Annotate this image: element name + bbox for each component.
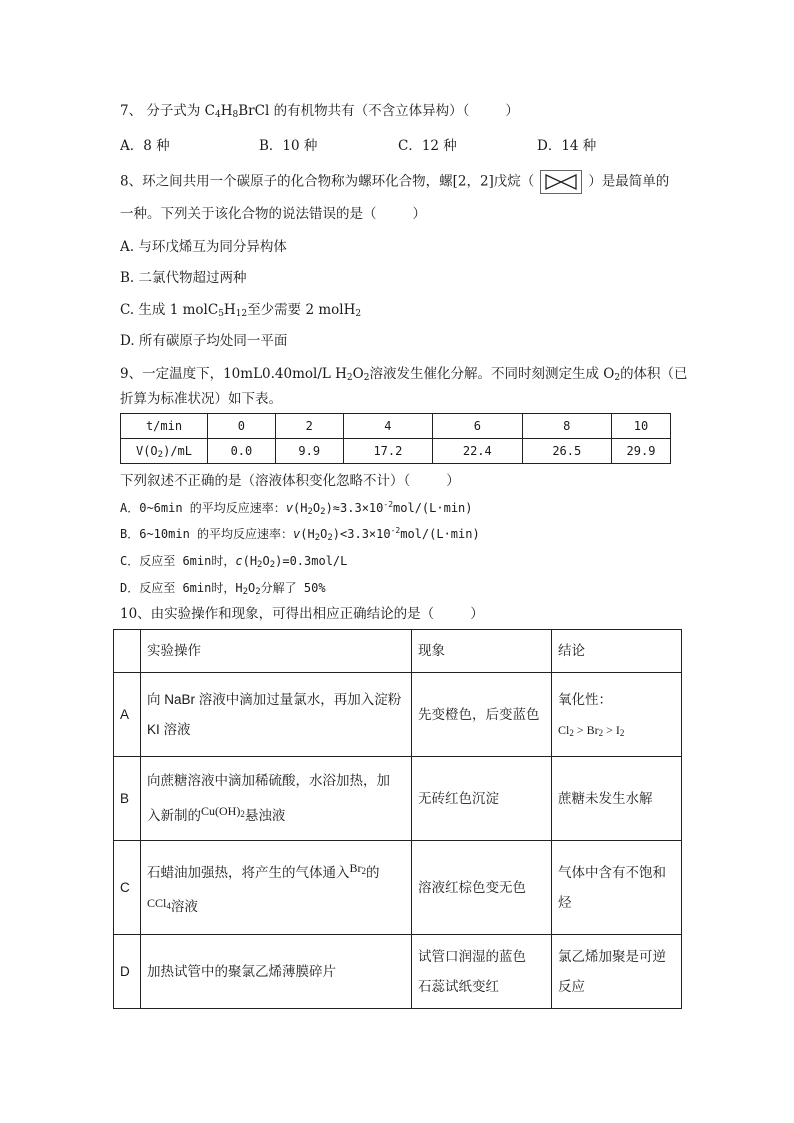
table-row xyxy=(114,841,682,935)
q9-data-table xyxy=(120,413,671,464)
conclusion-cell: 蔗糖未发生水解 xyxy=(552,757,682,841)
q8-option-b: B. 二氯代物超过两种 xyxy=(120,270,247,286)
row-label: D xyxy=(114,935,141,1009)
operation-cell: 石蜡油加强热，将产生的气体通入$Br_2$的 CCl$_4$溶液 xyxy=(141,841,412,935)
phenomenon-cell: 先变橙色，后变蓝色 xyxy=(412,673,552,757)
table-row xyxy=(121,439,671,464)
q8-stem-line1: 8、环之间共用一个碳原子的化合物称为螺环化合物，螺[2，2]戊烷（ ）是最简单的 xyxy=(120,170,669,194)
table-row xyxy=(114,757,682,841)
row-header-time: t/min xyxy=(121,414,208,439)
volume-cell: 29.9 xyxy=(612,439,671,464)
header-cell: 现象 xyxy=(412,630,552,673)
phenomenon-cell: 试管口润湿的蓝色 石蕊试纸变红 xyxy=(412,935,552,1009)
header-cell xyxy=(114,630,141,673)
q8-option-c: C. 生成 1 $molC_5H_{12}$至少需要 2 molH$_2$ xyxy=(120,302,362,319)
table-row xyxy=(121,414,671,439)
time-cell: 8 xyxy=(522,414,611,439)
q10-stem: 10、由实验操作和现象，可得出相应正确结论的是（ ） xyxy=(120,606,484,622)
time-cell: 10 xyxy=(612,414,671,439)
conclusion-cell: 气体中含有不饱和 烃 xyxy=(552,841,682,935)
q9-option-b: B．6~10min 的平均反应速率：$v(H_2O_2)<3.3\times 10^{-2}mol/(L\cdot\min)$ xyxy=(120,526,480,543)
volume-cell: 0.0 xyxy=(208,439,276,464)
header-cell: 结论 xyxy=(552,630,682,673)
phenomenon-cell: 溶液红棕色变无色 xyxy=(412,841,552,935)
q8-option-a: A. 与环戊烯互为同分异构体 xyxy=(120,239,287,255)
operation-cell: 向 NaBr 溶液中滴加过量氯水，再加入淀粉 KI 溶液 xyxy=(141,673,412,757)
q9-stem-line1: 9、一定温度下，10mL0.40mol/L $H_2O_2$溶液发生催化分解。不同时刻测定生成 $O_2$的体积（已 xyxy=(120,366,688,383)
table-row xyxy=(114,935,682,1009)
table-row xyxy=(114,673,682,757)
q9-stem-line2: 折算为标准状况）如下表。 xyxy=(120,391,282,407)
q7-option-d: D．14 种 xyxy=(537,138,597,154)
row-label: C xyxy=(114,841,141,935)
q7-option-b: B．10 种 xyxy=(259,138,318,154)
conclusion-cell: 氧化性： $Cl_2 > Br_2 > I_2$ xyxy=(552,673,682,757)
q8-stem-line2: 一种。下列关于该化合物的说法错误的是（ ） xyxy=(120,206,426,222)
table-header-row xyxy=(114,630,682,673)
volume-cell: 17.2 xyxy=(343,439,432,464)
volume-cell: 9.9 xyxy=(275,439,343,464)
q8-option-d: D. 所有碳原子均处同一平面 xyxy=(120,333,288,349)
time-cell: 6 xyxy=(433,414,522,439)
volume-cell: 22.4 xyxy=(433,439,522,464)
q9-option-d: D．反应至 6min时，$H_2O_2$分解了 50% xyxy=(120,581,326,597)
volume-cell: 26.5 xyxy=(522,439,611,464)
operation-cell: 向蔗糖溶液中滴加稀硫酸，水浴加热，加 入新制的$Cu(OH)_2$悬浊液 xyxy=(141,757,412,841)
row-header-volume: $V(O_2)/mL$ xyxy=(121,439,208,464)
row-label: A xyxy=(114,673,141,757)
header-cell: 实验操作 xyxy=(141,630,412,673)
q7-option-c: C．12 种 xyxy=(398,138,457,154)
time-cell: 2 xyxy=(275,414,343,439)
q9-question: 下列叙述不正确的是（溶液体积变化忽略不计）（ ） xyxy=(120,473,460,489)
q9-option-c: C．反应至 6min时，$c(H_2O_2)=0.3mol/L$ xyxy=(120,554,348,570)
q7-stem: 7、 分子式为 $C_4H_8BrCl$ 的有机物共有（不含立体异构）（ ） xyxy=(120,103,519,120)
time-cell: 0 xyxy=(208,414,276,439)
spiropentane-structure-icon xyxy=(540,170,582,194)
q9-option-a: A．0~6min 的平均反应速率：$v(H_2O_2)\approx 3.3\times 10^{-2}mol/(L\cdot\min)$ xyxy=(120,500,473,517)
q7-option-a: A．8 种 xyxy=(120,138,170,154)
time-cell: 4 xyxy=(343,414,432,439)
phenomenon-cell: 无砖红色沉淀 xyxy=(412,757,552,841)
row-label: B xyxy=(114,757,141,841)
conclusion-cell: 氯乙烯加聚是可逆 反应 xyxy=(552,935,682,1009)
operation-cell: 加热试管中的聚氯乙烯薄膜碎片 xyxy=(141,935,412,1009)
q10-experiment-table xyxy=(113,629,682,1009)
